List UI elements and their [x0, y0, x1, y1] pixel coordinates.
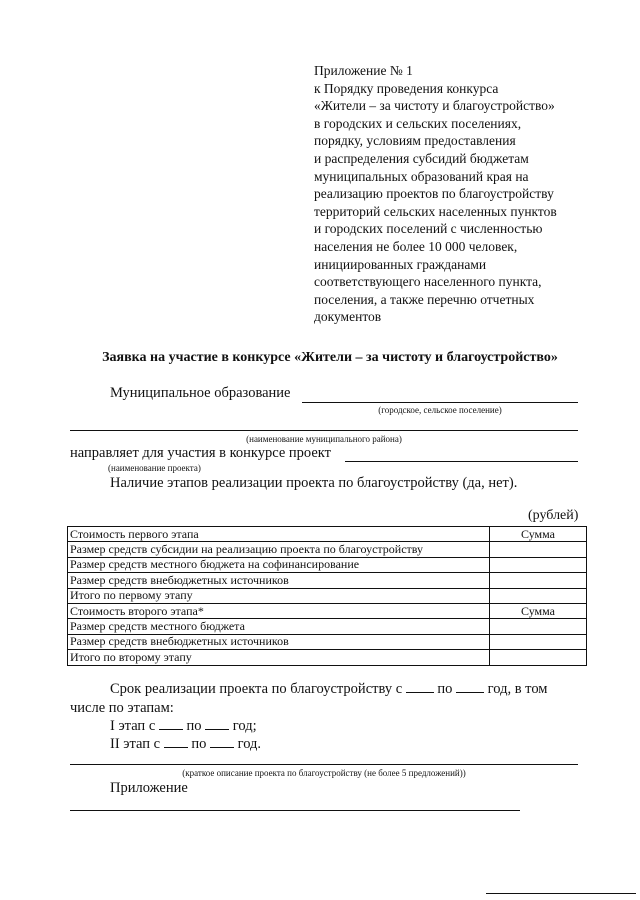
row-value[interactable]: Сумма: [490, 603, 587, 618]
stage2-text: II этап с: [110, 736, 161, 752]
stage1-line: [110, 717, 257, 735]
row-label: Стоимость первого этапа: [68, 527, 490, 542]
table-row: [68, 527, 587, 542]
appendix-line: порядку, условиям предоставления: [314, 133, 516, 149]
budget-table: [67, 526, 587, 666]
appendix-line: и распределения субсидий бюджетам: [314, 150, 529, 166]
stage2-start-field[interactable]: [164, 735, 188, 748]
row-label: Размер средств субсидии на реализацию проекта по благоустройству: [68, 542, 490, 557]
row-label: Размер средств местного бюджета на софинансирование: [68, 557, 490, 572]
appendix-line: поселения, а также перечню отчетных: [314, 291, 535, 307]
term-text: по: [437, 681, 453, 697]
stage2-end-field[interactable]: [210, 735, 234, 748]
appendix-line: муниципальных образований края на: [314, 168, 529, 184]
stage1-text: год;: [232, 718, 257, 734]
row-value[interactable]: [490, 542, 587, 557]
appendix-header: [314, 62, 614, 326]
project-field[interactable]: [345, 461, 578, 462]
appendix-line: соответствующего населенного пункта,: [314, 274, 542, 290]
row-value[interactable]: [490, 557, 587, 572]
row-label: Итого по второму этапу: [68, 650, 490, 665]
attachment-label: Приложение: [110, 780, 188, 796]
table-row: [68, 588, 587, 603]
district-field[interactable]: [70, 430, 578, 431]
form-title: Заявка на участие в конкурсе «Жители – за чистоту и благоустройство»: [102, 350, 558, 365]
term-text: Срок реализации проекта по благоустройству с: [110, 681, 403, 697]
stages-text: Наличие этапов реализации проекта по благоустройству (да, нет).: [110, 475, 518, 491]
table-row: [68, 542, 587, 557]
appendix-line: «Жители – за чистоту и благоустройство»: [314, 98, 555, 114]
project-caption: (наименование проекта): [108, 463, 201, 473]
appendix-line: и городских поселений с численностью: [314, 221, 543, 237]
stage2-line: [110, 735, 261, 753]
row-value[interactable]: [490, 634, 587, 649]
appendix-line: Приложение № 1: [314, 63, 413, 78]
row-value[interactable]: [490, 573, 587, 588]
municipality-field[interactable]: [302, 402, 578, 403]
term-line-2: числе по этапам:: [70, 700, 174, 716]
table-row: [68, 634, 587, 649]
row-label: Размер средств внебюджетных источников: [68, 634, 490, 649]
appendix-line: населения не более 10 000 человек,: [314, 238, 518, 254]
stage2-text: по: [191, 736, 207, 752]
row-label: Размер средств местного бюджета: [68, 619, 490, 634]
row-value[interactable]: [490, 650, 587, 665]
appendix-line: реализацию проектов по благоустройству: [314, 186, 554, 202]
row-value[interactable]: Сумма: [490, 527, 587, 542]
term-text: год, в том: [487, 681, 548, 697]
district-caption: (наименование муниципального района): [246, 434, 402, 444]
description-caption: (краткое описание проекта по благоустройству (не более 5 предложений)): [182, 768, 466, 778]
row-label: Стоимость второго этапа*: [68, 603, 490, 618]
stage2-text: год.: [237, 736, 262, 752]
municipality-caption: (городское, сельское поселение): [378, 405, 502, 415]
table-row: [68, 573, 587, 588]
page-edge-line: [486, 893, 636, 894]
stage1-text: I этап с: [110, 718, 156, 734]
appendix-line: территорий сельских населенных пунктов: [314, 203, 557, 219]
sends-label: направляет для участия в конкурсе проект: [70, 445, 331, 461]
term-line: [110, 680, 547, 698]
currency-note: (рублей): [528, 508, 579, 523]
appendix-line: к Порядку проведения конкурса: [314, 80, 499, 96]
description-field[interactable]: [70, 764, 578, 765]
stage1-end-field[interactable]: [205, 717, 229, 730]
row-value[interactable]: [490, 588, 587, 603]
term-start-field[interactable]: [406, 680, 434, 693]
row-label: Размер средств внебюджетных источников: [68, 573, 490, 588]
stage1-start-field[interactable]: [159, 717, 183, 730]
table-row: [68, 650, 587, 665]
table-row: [68, 557, 587, 572]
municipality-label: Муниципальное образование: [110, 385, 291, 401]
row-value[interactable]: [490, 619, 587, 634]
attachment-field[interactable]: [70, 810, 520, 811]
table-row: [68, 619, 587, 634]
appendix-line: документов: [314, 309, 382, 325]
stage1-text: по: [186, 718, 202, 734]
row-label: Итого по первому этапу: [68, 588, 490, 603]
appendix-line: инициированных гражданами: [314, 256, 487, 272]
table-row: [68, 603, 587, 618]
appendix-line: в городских и сельских поселениях,: [314, 115, 522, 131]
term-end-field[interactable]: [456, 680, 484, 693]
